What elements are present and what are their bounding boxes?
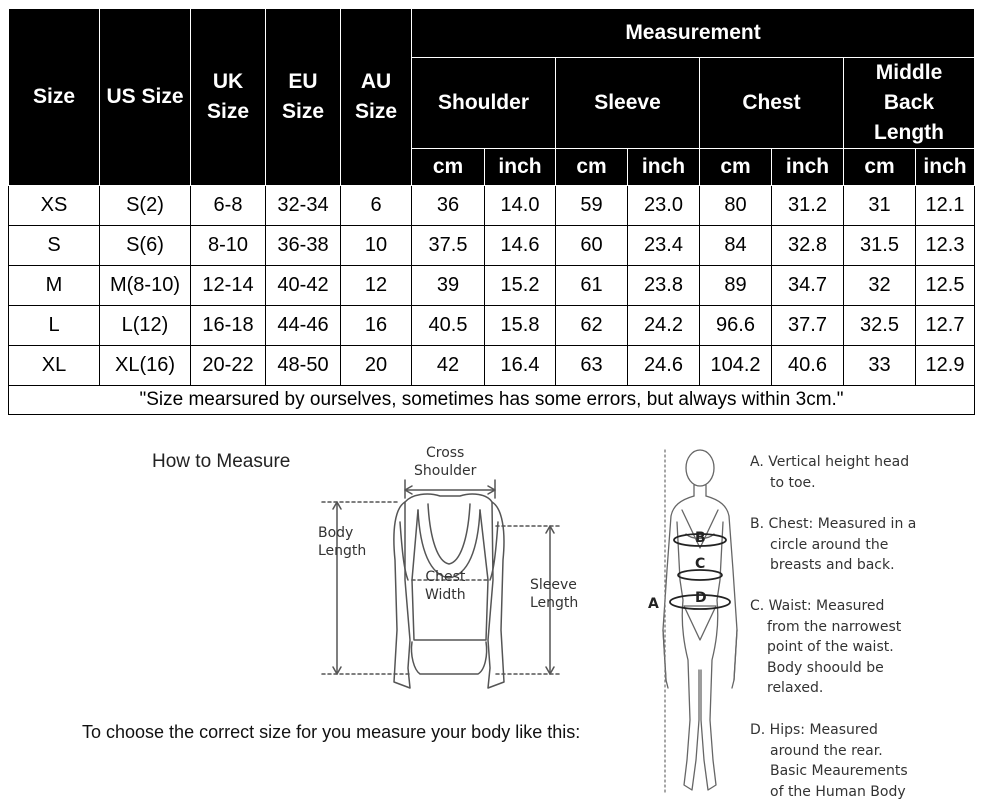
table-row xyxy=(9,186,975,226)
table-cell: 40.6 xyxy=(772,346,844,386)
table-cell: 36-38 xyxy=(266,226,341,266)
table-cell: 24.6 xyxy=(628,346,700,386)
table-cell: 42 xyxy=(412,346,485,386)
table-cell: 16-18 xyxy=(191,306,266,346)
table-cell: 15.8 xyxy=(485,306,556,346)
label-cross-shoulder: Cross Shoulder xyxy=(414,445,477,479)
table-cell: 24.2 xyxy=(628,306,700,346)
size-chart-table xyxy=(8,8,975,415)
table-cell: 12 xyxy=(341,266,412,306)
table-cell: 20 xyxy=(341,346,412,386)
unit-inch: inch xyxy=(485,149,556,186)
table-row xyxy=(9,346,975,386)
table-note: "Size mearsured by ourselves, sometimes has some errors, but always within 3cm." xyxy=(9,386,975,415)
table-row xyxy=(9,306,975,346)
table-cell: 84 xyxy=(700,226,772,266)
table-cell: 36 xyxy=(412,186,485,226)
table-cell: XS xyxy=(9,186,100,226)
header-shoulder: Shoulder xyxy=(412,58,556,149)
table-cell: 44-46 xyxy=(266,306,341,346)
label-chest-width: Chest Width xyxy=(425,569,466,603)
table-cell: S(2) xyxy=(100,186,191,226)
table-body xyxy=(9,186,975,386)
table-cell: 32.5 xyxy=(844,306,916,346)
table-cell: M(8-10) xyxy=(100,266,191,306)
unit-inch: inch xyxy=(916,149,975,186)
header-au-size: AU Size xyxy=(341,9,412,186)
table-cell: 14.0 xyxy=(485,186,556,226)
header-uk-size: UK Size xyxy=(191,9,266,186)
table-cell: 61 xyxy=(556,266,628,306)
table-cell: 39 xyxy=(412,266,485,306)
table-cell: L(12) xyxy=(100,306,191,346)
header-middle-back-length: Middle Back Length xyxy=(844,58,975,149)
table-cell: 40-42 xyxy=(266,266,341,306)
table-cell: 104.2 xyxy=(700,346,772,386)
unit-cm: cm xyxy=(700,149,772,186)
table-cell: 89 xyxy=(700,266,772,306)
table-cell: 32 xyxy=(844,266,916,306)
table-cell: 37.7 xyxy=(772,306,844,346)
label-sleeve-length: Sleeve Length xyxy=(530,577,579,611)
table-cell: 8-10 xyxy=(191,226,266,266)
table-cell: 16 xyxy=(341,306,412,346)
table-cell: 31.2 xyxy=(772,186,844,226)
table-cell: S xyxy=(9,226,100,266)
table-cell: XL xyxy=(9,346,100,386)
table-cell: S(6) xyxy=(100,226,191,266)
table-cell: 96.6 xyxy=(700,306,772,346)
letter-a: A xyxy=(648,596,659,612)
table-cell: 34.7 xyxy=(772,266,844,306)
table-cell: 15.2 xyxy=(485,266,556,306)
note-c: C. Waist: Measured from the narrowest point of the waist. Body shoould be relaxed. xyxy=(750,598,902,696)
table-cell: 59 xyxy=(556,186,628,226)
table-cell: 23.4 xyxy=(628,226,700,266)
table-cell: 31 xyxy=(844,186,916,226)
table-cell: L xyxy=(9,306,100,346)
table-row xyxy=(9,226,975,266)
table-cell: 23.0 xyxy=(628,186,700,226)
table-cell: 12.1 xyxy=(916,186,975,226)
unit-cm: cm xyxy=(844,149,916,186)
unit-cm: cm xyxy=(556,149,628,186)
table-cell: 12.7 xyxy=(916,306,975,346)
header-measurement: Measurement xyxy=(412,9,975,58)
table-cell: 33 xyxy=(844,346,916,386)
letter-b: B xyxy=(695,530,706,546)
table-header xyxy=(9,9,975,186)
header-us-size: US Size xyxy=(100,9,191,186)
label-body-length: Body Length xyxy=(318,525,367,559)
table-cell: 16.4 xyxy=(485,346,556,386)
human-body-sketch-icon xyxy=(663,450,737,792)
table-cell: 14.6 xyxy=(485,226,556,266)
table-cell: 6-8 xyxy=(191,186,266,226)
unit-inch: inch xyxy=(628,149,700,186)
table-cell: 23.8 xyxy=(628,266,700,306)
table-cell: 12.9 xyxy=(916,346,975,386)
header-size: Size xyxy=(9,9,100,186)
table-cell: 20-22 xyxy=(191,346,266,386)
table-cell: 12.3 xyxy=(916,226,975,266)
table-cell: 6 xyxy=(341,186,412,226)
table-cell: 63 xyxy=(556,346,628,386)
table-cell: 12-14 xyxy=(191,266,266,306)
instruction-text: To choose the correct size for you measure your body like this: xyxy=(82,722,581,742)
unit-inch: inch xyxy=(772,149,844,186)
table-cell: 37.5 xyxy=(412,226,485,266)
note-a: A. Vertical height head to toe. xyxy=(750,454,910,491)
note-b: B. Chest: Measured in a circle around the breasts and back. xyxy=(750,516,917,573)
table-cell: 10 xyxy=(341,226,412,266)
table-cell: 31.5 xyxy=(844,226,916,266)
table-cell: 40.5 xyxy=(412,306,485,346)
note-d: D. Hips: Measured around the rear. Basic Meaurements of the Human Body xyxy=(750,722,908,800)
table-row xyxy=(9,266,975,306)
table-cell: 62 xyxy=(556,306,628,346)
table-cell: 48-50 xyxy=(266,346,341,386)
table-cell: 60 xyxy=(556,226,628,266)
table-cell: 80 xyxy=(700,186,772,226)
table-cell: 32.8 xyxy=(772,226,844,266)
table-cell: M xyxy=(9,266,100,306)
table-cell: 32-34 xyxy=(266,186,341,226)
header-eu-size: EU Size xyxy=(266,9,341,186)
header-chest: Chest xyxy=(700,58,844,149)
unit-cm: cm xyxy=(412,149,485,186)
how-to-measure-title: How to Measure xyxy=(152,451,291,472)
table-cell: XL(16) xyxy=(100,346,191,386)
letter-d: D xyxy=(695,590,707,606)
header-sleeve: Sleeve xyxy=(556,58,700,149)
table-cell: 12.5 xyxy=(916,266,975,306)
letter-c: C xyxy=(695,556,706,572)
